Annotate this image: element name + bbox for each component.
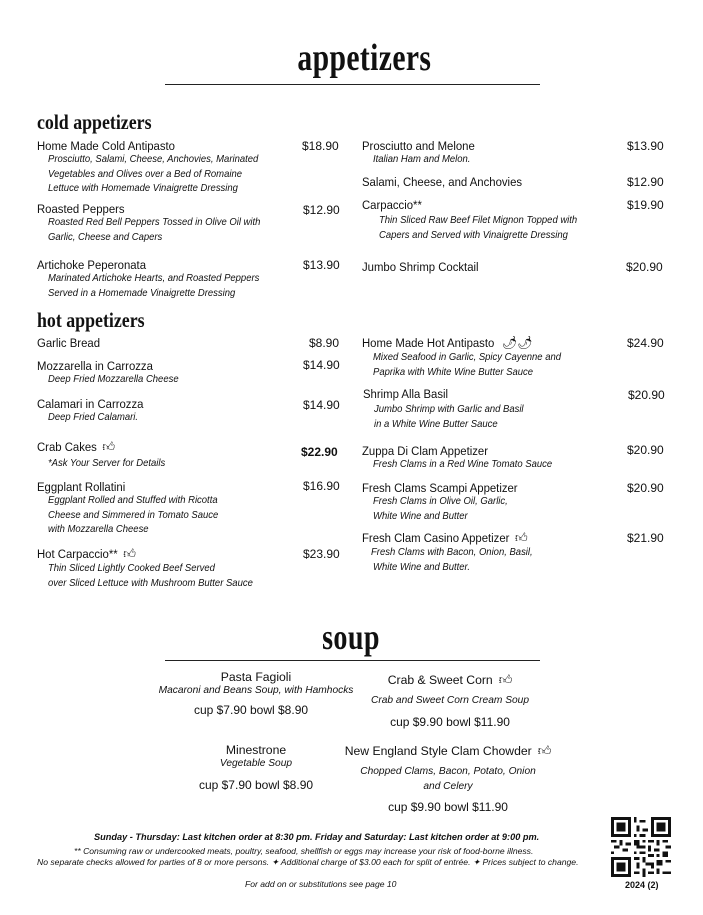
- menu-item: [362, 481, 529, 524]
- item-name: [362, 530, 532, 546]
- item-description: Deep Fried Calamari.: [48, 412, 139, 423]
- item-price: $16.90: [303, 479, 340, 493]
- thumbs-up-icon: 👍︎: [123, 546, 136, 561]
- item-name: Home Made Cold Antipasto: [37, 139, 175, 153]
- item-name-text: Fresh Clam Casino Appetizer: [362, 531, 510, 545]
- item-price: $8.90: [309, 336, 340, 350]
- item-price: $12.90: [627, 175, 664, 189]
- item-name: Calamari in Carrozza: [37, 397, 144, 411]
- soup-description: Vegetable Soup: [219, 758, 293, 769]
- item-description: Vegetables and Olives over a Bed of Romaine: [48, 168, 242, 180]
- soup-name-text: New England Style Clam Chowder: [344, 744, 532, 758]
- item-price: $13.90: [303, 258, 340, 272]
- menu-item: [37, 359, 188, 388]
- page-title: appetizers: [297, 37, 432, 79]
- title-divider: [165, 84, 540, 85]
- item-price: $13.90: [627, 139, 664, 153]
- item-price: $20.90: [627, 443, 664, 457]
- soup-prices: cup $7.90 bowl $8.90: [198, 777, 314, 792]
- item-price: $19.90: [627, 198, 664, 212]
- item-description: White Wine and Butter: [373, 510, 468, 522]
- item-price: $14.90: [303, 398, 340, 412]
- soup-name-text: Crab & Sweet Corn: [387, 673, 493, 687]
- menu-item: [362, 530, 545, 575]
- item-name: Garlic Bread: [37, 336, 100, 350]
- item-description: Thin Sliced Lightly Cooked Beef Served: [48, 563, 215, 574]
- item-price: $21.90: [627, 531, 664, 545]
- menu-item: [37, 258, 275, 301]
- thumbs-up-icon: 👍︎: [514, 530, 528, 545]
- item-price: $20.90: [626, 260, 663, 274]
- item-description: Jumbo Shrimp with Garlic and Basil: [374, 404, 524, 415]
- item-description: Italian Ham and Melon.: [373, 154, 471, 165]
- item-price: $20.90: [628, 388, 665, 402]
- soup-item: [350, 672, 550, 729]
- soup-prices: cup $9.90 bowl $11.90: [388, 800, 508, 814]
- soup-name: Minestrone: [225, 743, 287, 757]
- item-price: $20.90: [627, 481, 664, 495]
- item-description: Cheese and Simmered in Tomato Sauce: [48, 509, 219, 521]
- item-description: over Sliced Lettuce with Mushroom Butter Sauce: [48, 577, 253, 589]
- soup-description: Chopped Clams, Bacon, Potato, Onion: [360, 766, 536, 777]
- item-price: $22.90: [301, 445, 338, 459]
- item-description: White Wine and Butter.: [373, 561, 470, 573]
- item-name: Prosciutto and Melone: [362, 139, 475, 153]
- item-name: Eggplant Rollatini: [37, 480, 126, 494]
- item-name: Salami, Cheese, and Anchovies: [362, 175, 523, 189]
- item-description: Lettuce with Homemade Vinaigrette Dressing: [48, 183, 238, 194]
- policy-note: No separate checks allowed for parties of 8 or more persons. ✦ Additional charge of $3.00 each for split of entrée. ✦ Prices subject to change.: [37, 857, 579, 867]
- soup-title: soup: [322, 617, 380, 657]
- soup-description: and Celery: [423, 780, 473, 792]
- thumbs-up-icon: 👍︎: [498, 672, 513, 687]
- qr-code-icon: [611, 817, 671, 877]
- menu-item: [37, 480, 231, 538]
- item-name-text: Crab Cakes: [37, 440, 97, 454]
- soup-prices: cup $9.90 bowl $11.90: [390, 714, 510, 729]
- thumbs-up-icon: 👍︎: [102, 439, 116, 454]
- soup-divider: [165, 660, 540, 661]
- item-name: Jumbo Shrimp Cocktail: [362, 260, 479, 274]
- item-name: Mozzarella in Carrozza: [37, 359, 153, 373]
- raw-food-warning: ** Consuming raw or undercooked meats, poultry, seafood, shellfish or eggs may increase your risk of food-borne illness.: [74, 846, 534, 856]
- addon-note: For add on or substitutions see page 10: [245, 879, 397, 889]
- thumbs-up-icon: 👍︎: [537, 743, 552, 758]
- menu-item: [362, 444, 566, 473]
- item-description: *Ask Your Server for Details: [48, 458, 166, 469]
- menu-item: [37, 202, 276, 245]
- item-description: Deep Fried Mozzarella Cheese: [48, 374, 179, 385]
- soup-name: [350, 672, 550, 688]
- item-name: Shrimp Alla Basil: [363, 387, 449, 401]
- menu-item: [363, 387, 535, 432]
- item-description: Served in a Homemade Vinaigrette Dressing: [48, 287, 236, 299]
- menu-item: [37, 546, 268, 591]
- item-description: Garlic, Cheese and Capers: [48, 231, 163, 243]
- item-name-text: Home Made Hot Antipasto: [362, 336, 495, 350]
- item-description: Prosciutto, Salami, Cheese, Anchovies, Marinated: [48, 154, 259, 165]
- item-description: Fresh Clams in Olive Oil, Garlic,: [373, 496, 508, 507]
- item-description: Paprika with White Wine Butter Sauce: [373, 366, 534, 378]
- soup-item: [156, 743, 356, 792]
- menu-item: [37, 139, 274, 197]
- item-name: Zuppa Di Clam Appetizer: [362, 444, 489, 458]
- item-price: $14.90: [303, 358, 340, 372]
- item-description: Marinated Artichoke Hearts, and Roasted Peppers: [48, 273, 260, 284]
- soup-item: [156, 670, 356, 717]
- chili-pepper-icon: 🌶︎🌶︎: [501, 335, 533, 350]
- item-description: Eggplant Rolled and Stuffed with Ricotta: [48, 495, 218, 506]
- soup-description: Crab and Sweet Corn Cream Soup: [371, 695, 529, 706]
- item-description: in a White Wine Butter Sauce: [374, 418, 498, 430]
- qr-label: 2024 (2): [625, 880, 659, 890]
- menu-item: [362, 260, 487, 274]
- menu-item: [362, 198, 592, 243]
- item-name: Fresh Clams Scampi Appetizer: [362, 481, 518, 495]
- item-description: Roasted Red Bell Peppers Tossed in Olive Oil with: [48, 217, 261, 228]
- item-price: $18.90: [302, 139, 339, 153]
- menu-item: [37, 439, 174, 472]
- item-name: Carpaccio**: [362, 198, 422, 212]
- soup-prices: cup $7.90 bowl $8.90: [193, 702, 309, 717]
- item-name: [37, 439, 164, 455]
- menu-item: [37, 336, 105, 350]
- cold-appetizers-heading: cold appetizers: [37, 110, 152, 134]
- item-name: [362, 335, 560, 351]
- item-description: Thin Sliced Raw Beef Filet Mignon Topped with: [379, 215, 578, 226]
- hot-appetizers-heading: hot appetizers: [37, 308, 145, 332]
- item-name: Roasted Peppers: [37, 202, 125, 216]
- item-description: Capers and Served with Vinaigrette Dressing: [379, 229, 568, 241]
- menu-item: [362, 335, 575, 380]
- item-description: Fresh Clams in a Red Wine Tomato Sauce: [373, 459, 553, 470]
- soup-description: Macaroni and Beans Soup, with Hamhocks: [158, 685, 354, 696]
- menu-item: [37, 397, 151, 426]
- item-description: Fresh Clams with Bacon, Onion, Basil,: [371, 547, 533, 558]
- item-name: [37, 546, 252, 562]
- soup-item: [338, 743, 558, 814]
- kitchen-hours-note: Sunday - Thursday: Last kitchen order at 8:30 pm. Friday and Saturday: Last kitchen order at 9:00 pm.: [94, 832, 540, 842]
- item-description: Mixed Seafood in Garlic, Spicy Cayenne and: [373, 352, 562, 363]
- item-description: with Mozzarella Cheese: [48, 524, 149, 535]
- menu-item: [362, 139, 483, 168]
- soup-name: [338, 743, 558, 759]
- item-price: $12.90: [303, 203, 340, 217]
- item-name-text: Hot Carpaccio**: [37, 547, 118, 561]
- item-price: $23.90: [303, 547, 340, 561]
- soup-name: Pasta Fagioli: [220, 670, 292, 684]
- item-price: $24.90: [627, 336, 664, 350]
- item-name: Artichoke Peperonata: [37, 258, 147, 272]
- menu-item: [362, 175, 534, 189]
